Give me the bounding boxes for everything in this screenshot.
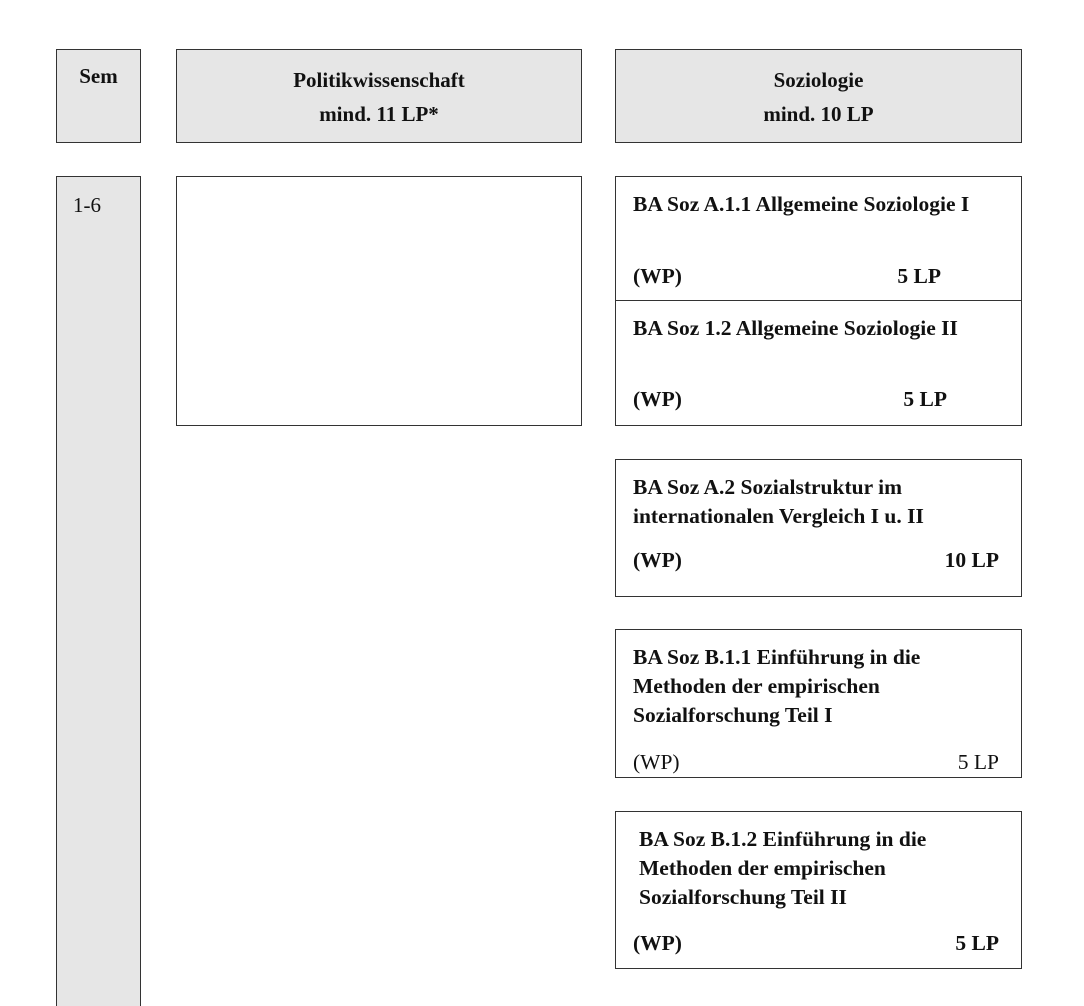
- module-box-soz-a11: [615, 176, 1022, 302]
- module-type: (WP): [633, 264, 682, 288]
- politikwissenschaft-title: Politikwissenschaft: [293, 68, 465, 92]
- module-lp: 5 LP: [957, 750, 999, 774]
- module-box-soz-b11: [615, 629, 1022, 778]
- module-box-soz-12: [615, 300, 1022, 426]
- politikwissenschaft-empty-cell: [176, 176, 582, 426]
- soziologie-lp: mind. 10 LP: [763, 102, 874, 126]
- module-lp: 10 LP: [944, 548, 999, 572]
- module-footer: [633, 385, 947, 414]
- semester-range: 1-6: [73, 193, 101, 217]
- module-title: BA Soz B.1.1 Einführung in die Methoden der empirischen Sozialforschung Teil I: [633, 645, 921, 727]
- module-type: (WP): [633, 548, 682, 572]
- module-title: BA Soz 1.2 Allgemeine Soziologie II: [633, 316, 958, 340]
- module-lp: 5 LP: [903, 387, 947, 411]
- module-title: BA Soz A.2 Sozialstruktur im internationalen Vergleich I u. II: [633, 475, 924, 528]
- soziologie-header: [615, 49, 1022, 143]
- module-lp: 5 LP: [897, 264, 941, 288]
- politikwissenschaft-header: [176, 49, 582, 143]
- module-type: (WP): [633, 387, 682, 411]
- sem-header-label: Sem: [79, 64, 118, 88]
- sem-header: [56, 49, 141, 143]
- semester-column: [56, 176, 141, 1006]
- module-title: BA Soz B.1.2 Einführung in die Methoden der empirischen Sozialforschung Teil II: [639, 827, 927, 909]
- module-box-soz-a2: [615, 459, 1022, 597]
- module-footer: [633, 748, 999, 777]
- module-type: (WP): [633, 750, 680, 774]
- module-lp: 5 LP: [955, 931, 999, 955]
- politikwissenschaft-lp: mind. 11 LP*: [319, 102, 439, 126]
- module-title: BA Soz A.1.1 Allgemeine Soziologie I: [633, 192, 970, 216]
- module-box-soz-b12: [615, 811, 1022, 969]
- module-footer: [633, 262, 941, 291]
- soziologie-title: Soziologie: [773, 68, 864, 92]
- module-type: (WP): [633, 931, 682, 955]
- module-footer: [633, 929, 999, 958]
- module-footer: [633, 546, 999, 575]
